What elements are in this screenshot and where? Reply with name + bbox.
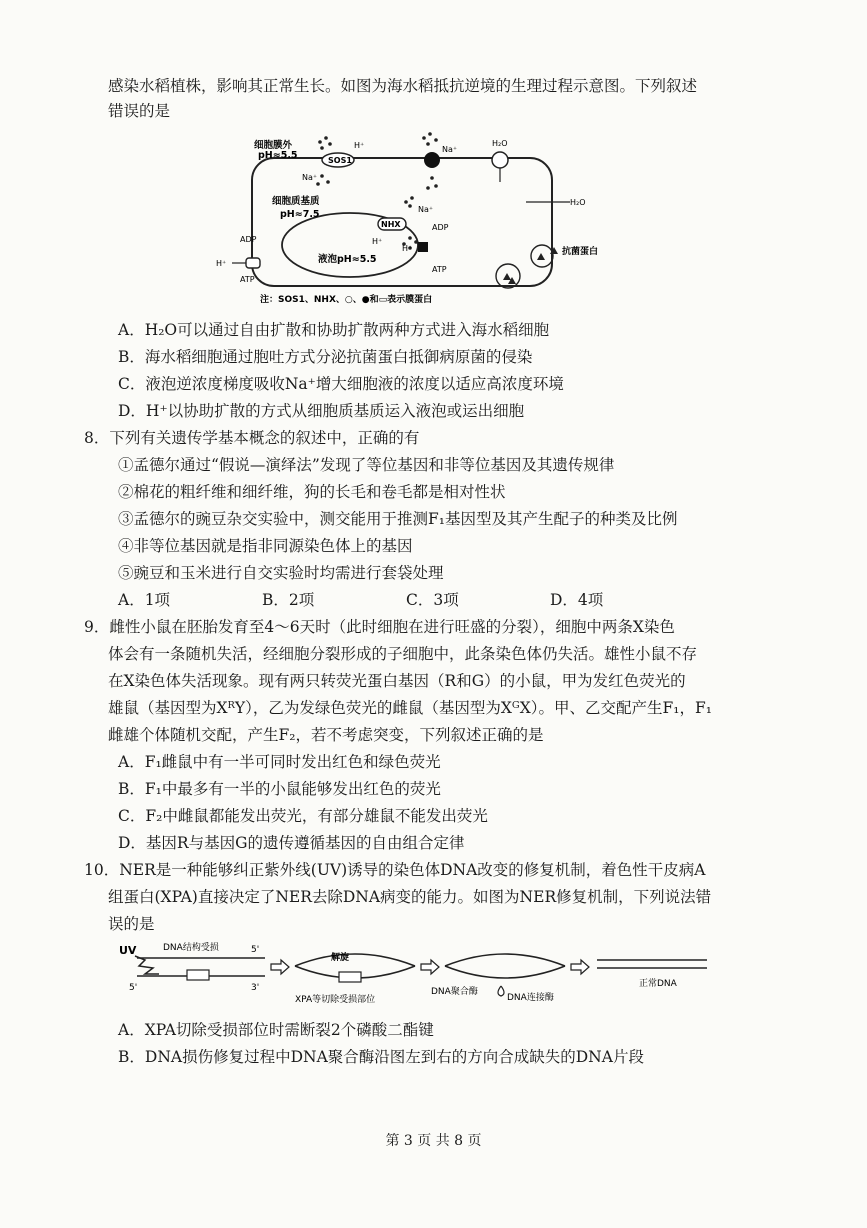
q8-item-2: ②棉花的粗纤维和细纤维，狗的长毛和卷毛都是相对性状 <box>118 483 506 501</box>
vac-adp: ADP <box>432 223 449 232</box>
q9-option-c: C．F₂中雌鼠都能发出荧光，有部分雄鼠不能发出荧光 <box>118 807 488 825</box>
label-outside-ph: pH≈5.5 <box>258 150 298 161</box>
bubble2-top <box>445 954 565 966</box>
bubble2-bottom <box>445 966 565 978</box>
q8-option-a: A．1项 <box>118 591 171 609</box>
q9-line-3: 在X染色体失活现象。现有两只转荧光蛋白基因（R和G）的小鼠，甲为发红色荧光的 <box>108 672 686 690</box>
damage-box <box>187 970 209 980</box>
h2o-right: H₂O <box>570 198 586 207</box>
q8-item-3: ③孟德尔的豌豆杂交实验中，测交能用于推测F₁基因型及其产生配子的种类及比例 <box>118 510 678 528</box>
q10-option-b: B．DNA损伤修复过程中DNA聚合酶沿图左到右的方向合成缺失的DNA片段 <box>118 1048 644 1066</box>
q7-option-c: C．液泡逆浓度梯度吸收Na⁺增大细胞液的浓度以适应高浓度环境 <box>118 375 564 393</box>
unwind-label: 解旋 <box>331 953 350 963</box>
arrow-3 <box>571 960 589 974</box>
damage-label: DNA结构受损 <box>163 943 219 953</box>
label-matrix: 细胞质基质 <box>272 196 320 207</box>
sos1-h: H⁺ <box>354 141 365 150</box>
q10-option-a: A．XPA切除受损部位时需断裂2个磷酸二酯键 <box>118 1021 434 1039</box>
uv-label: UV <box>119 944 137 957</box>
q7-option-b: B．海水稻细胞通过胞吐方式分泌抗菌蛋白抵御病原菌的侵染 <box>118 348 533 366</box>
q10-line-1: 10．NER是一种能够纠正紫外线(UV)诱导的染色体DNA改变的修复机制，着色性干皮病A <box>84 861 706 879</box>
q8-item-1: ①孟德尔通过“假说—演绎法”发现了等位基因和非等位基因及其遗传规律 <box>118 456 615 474</box>
nhx-h: H⁺ <box>372 237 383 246</box>
q8-stem: 8．下列有关遗传学基本概念的叙述中，正确的有 <box>84 429 420 447</box>
q7-option-d: D．H⁺以协助扩散的方式从细胞质基质运入液泡或运出细胞 <box>118 402 525 420</box>
label-vacuole-ph: 液泡pH≈5.5 <box>318 254 377 265</box>
q9-option-d: D．基因R与基因G的遗传遵循基因的自由组合定律 <box>118 834 465 852</box>
ligase-drop-icon <box>498 986 504 996</box>
ner-diagram <box>115 938 735 1010</box>
pump-adp: ADP <box>240 235 257 244</box>
q8-item-5: ⑤豌豆和玉米进行自交实验时均需进行套袋处理 <box>118 564 444 582</box>
three-prime-bottom: 3' <box>251 983 260 993</box>
vac-atp: ATP <box>432 265 447 274</box>
na-channel-protein <box>424 152 440 168</box>
q8-item-4: ④非等位基因就是指非同源染色体上的基因 <box>118 537 413 555</box>
q7-option-a: A．H₂O可以通过自由扩散和协助扩散两种方式进入海水稻细胞 <box>118 321 550 339</box>
q9-line-4: 雄鼠（基因型为XᴿY），乙为发绿色荧光的雌鼠（基因型为XᴳX）。甲、乙交配产生F₁，F₁ <box>108 699 712 717</box>
polymerase-label: DNA聚合酶 <box>431 987 478 997</box>
intro-line-1: 感染水稻植株，影响其正常生长。如图为海水稻抵抗逆境的生理过程示意图。下列叙述 <box>108 77 698 95</box>
h2o-top: H₂O <box>492 139 508 148</box>
xpa-label: XPA等切除受损部位 <box>295 995 376 1005</box>
bubble1-top <box>295 954 415 966</box>
nhx-label: NHX <box>381 220 401 229</box>
antibacterial-protein-triangles <box>503 247 558 284</box>
q9-option-b: B．F₁中最多有一半的小鼠能够发出红色的荧光 <box>118 780 441 798</box>
normal-dna-label: 正常DNA <box>639 979 677 989</box>
channel-na: Na⁺ <box>442 145 458 154</box>
q9-option-a: A．F₁雌鼠中有一半可同时发出红色和绿色荧光 <box>118 753 441 771</box>
q10-line-3: 误的是 <box>108 915 155 933</box>
membrane-pump-protein <box>246 258 260 268</box>
excised-box <box>339 972 361 982</box>
q8-option-d: D．4项 <box>550 591 604 609</box>
nhx-na: Na⁺ <box>418 205 434 214</box>
pump-atp: ATP <box>240 275 255 284</box>
q8-option-b: B．2项 <box>262 591 315 609</box>
label-outside: 细胞膜外 <box>254 140 293 151</box>
q10-line-2: 组蛋白(XPA)直接决定了NER去除DNA病变的能力。如图为NER修复机制，下列说法错 <box>108 888 712 906</box>
cell-diagram <box>210 130 610 310</box>
sos1-na: Na⁺ <box>302 173 318 182</box>
ligase-label: DNA连接酶 <box>507 993 554 1003</box>
fig1-note: 注：SOS1、NHX、○、●和▭表示膜蛋白 <box>260 295 433 305</box>
q9-line-2: 体会有一条随机失活，经细胞分裂形成的子细胞中，此条染色体仍失活。雄性小鼠不存 <box>108 645 698 663</box>
antibacterial-label: 抗菌蛋白 <box>562 247 599 257</box>
aquaporin-protein <box>492 152 508 168</box>
q9-line-5: 雌雄个体随机交配，产生F₂，若不考虑突变，下列叙述正确的是 <box>108 726 544 744</box>
five-prime-top: 5' <box>251 945 260 955</box>
label-matrix-ph: pH≈7.5 <box>280 209 320 220</box>
arrow-1 <box>271 960 289 974</box>
pump-h: H⁺ <box>216 259 227 268</box>
page-footer: 第 3 页 共 8 页 <box>385 1133 482 1149</box>
intro-line-2: 错误的是 <box>108 102 171 120</box>
vacuole-pump-protein <box>418 242 428 252</box>
q8-option-c: C．3项 <box>406 591 459 609</box>
q9-line-1: 9．雌性小鼠在胚胎发育至4～6天时（此时细胞在进行旺盛的分裂），细胞中两条X染色 <box>84 618 675 636</box>
sos1-label: SOS1 <box>328 156 352 165</box>
five-prime-bottom: 5' <box>129 983 138 993</box>
arrow-2 <box>421 960 439 974</box>
vac-h: H⁺ <box>402 244 413 253</box>
